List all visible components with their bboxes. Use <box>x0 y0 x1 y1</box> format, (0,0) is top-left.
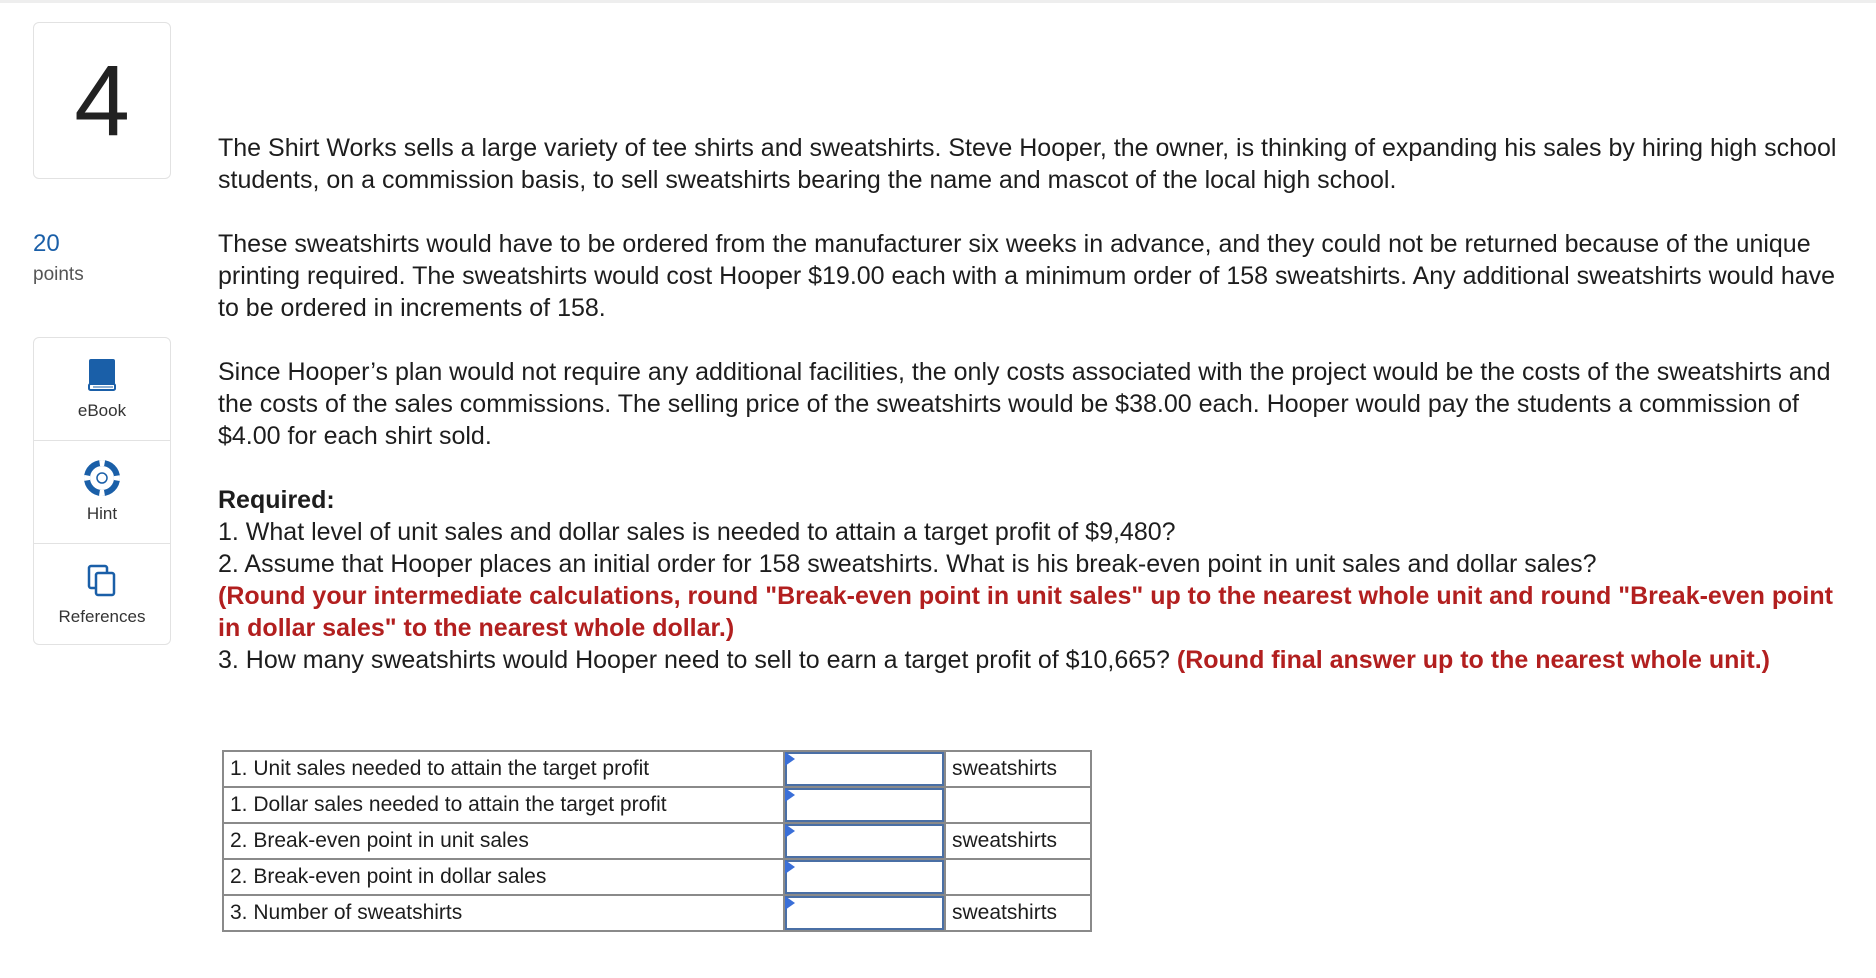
table-row <box>223 823 1091 859</box>
input-marker-icon <box>785 788 795 802</box>
row-unit <box>945 787 1091 823</box>
ebook-button[interactable] <box>34 338 170 441</box>
hint-label: Hint <box>86 504 118 523</box>
row-unit: sweatshirts <box>945 895 1091 931</box>
paragraph-ordering: These sweatshirts would have to be ordered from the manufacturer six weeks in advance, and they could not be returned because of the unique printing required. The sweatshirts would cost Hooper $19.00 each with a minimum order of 158 sweatshirts. Any additional sweatshirts would have to be ordered in increments of 158. <box>218 230 1836 322</box>
required-heading: Required: <box>218 486 335 514</box>
copy-documents-icon <box>86 563 118 599</box>
paragraph-intro: The Shirt Works sells a large variety of tee shirts and sweatshirts. Steve Hooper, the owner, is thinking of expanding his sales by hiring high school students, on a commission basis, to sell sweatshirts bearing the name and mascot of the local high school. <box>218 134 1837 194</box>
unit-sales-target-input[interactable] <box>785 752 944 786</box>
table-row <box>223 787 1091 823</box>
references-label: References <box>58 607 146 626</box>
requirement-2: 2. Assume that Hooper places an initial order for 158 sweatshirts. What is his break-even point in unit sales and dollar sales? <box>218 550 1597 578</box>
answer-cell <box>784 787 945 823</box>
requirement-3-text: 3. How many sweatshirts would Hooper need to sell to earn a target profit of $10,665? <box>218 646 1170 674</box>
answer-cell <box>784 859 945 895</box>
answer-cell <box>784 895 945 931</box>
hint-button[interactable] <box>34 441 170 544</box>
lifebuoy-icon <box>84 460 120 496</box>
table-row <box>223 895 1091 931</box>
requirement-1: 1. What level of unit sales and dollar sales is needed to attain a target profit of $9,480? <box>218 518 1176 546</box>
row-label: 1. Dollar sales needed to attain the target profit <box>223 787 784 823</box>
book-icon <box>87 357 117 393</box>
answer-cell <box>784 823 945 859</box>
top-divider <box>0 0 1876 3</box>
row-unit <box>945 859 1091 895</box>
question-number-box <box>33 22 171 179</box>
paragraph-costs: Since Hooper’s plan would not require any additional facilities, the only costs associated with the project would be the costs of the sweatshirts and the costs of the sales commissions. The selling price of the sweatshirts would be $38.00 each. Hooper would pay the students a commission of $4.00 for each shirt sold. <box>218 358 1831 450</box>
row-label: 1. Unit sales needed to attain the target profit <box>223 751 784 787</box>
tools-panel <box>33 337 171 645</box>
requirement-3-note: (Round final answer up to the nearest whole unit.) <box>1176 646 1770 674</box>
break-even-units-input[interactable] <box>785 824 944 858</box>
requirement-2-note: (Round your intermediate calculations, round "Break-even point in unit sales" up to the nearest whole unit and round "Break-even point in dollar sales" to the nearest whole dollar.) <box>218 582 1833 642</box>
references-button[interactable] <box>34 544 170 646</box>
answer-table <box>222 750 1092 932</box>
problem-text <box>218 132 1838 676</box>
row-unit: sweatshirts <box>945 823 1091 859</box>
row-label: 3. Number of sweatshirts <box>223 895 784 931</box>
points-label: points <box>33 264 84 285</box>
break-even-dollars-input[interactable] <box>785 860 944 894</box>
row-label: 2. Break-even point in dollar sales <box>223 859 784 895</box>
input-marker-icon <box>785 752 795 766</box>
input-marker-icon <box>785 824 795 838</box>
input-marker-icon <box>785 896 795 910</box>
table-row <box>223 859 1091 895</box>
dollar-sales-target-input[interactable] <box>785 788 944 822</box>
row-label: 2. Break-even point in unit sales <box>223 823 784 859</box>
sweatshirts-count-input[interactable] <box>785 896 944 930</box>
input-marker-icon <box>785 860 795 874</box>
points-value: 20 <box>33 230 60 257</box>
table-row <box>223 751 1091 787</box>
ebook-label: eBook <box>77 401 127 420</box>
points-indicator <box>33 230 84 286</box>
question-number: 4 <box>74 44 130 157</box>
row-unit: sweatshirts <box>945 751 1091 787</box>
answer-cell <box>784 751 945 787</box>
requirement-3 <box>218 644 1838 676</box>
